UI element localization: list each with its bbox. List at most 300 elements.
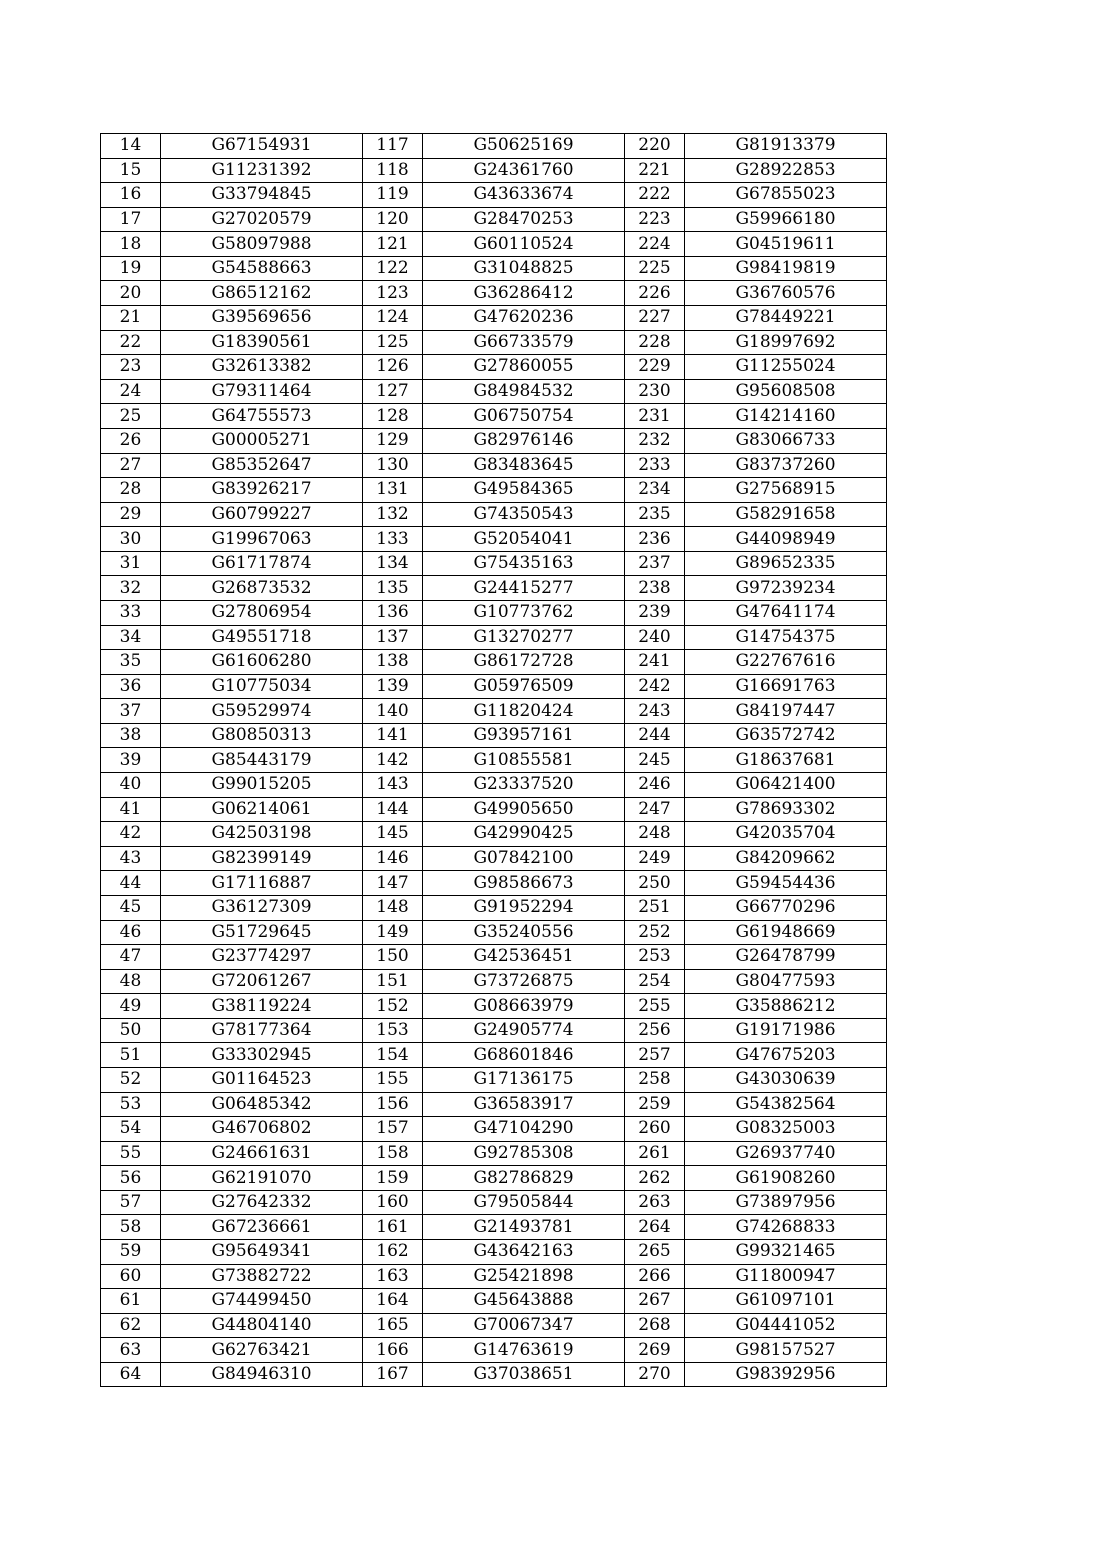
id-code-cell: G49584365 [423,478,625,503]
row-number-cell: 243 [625,699,685,724]
row-number-cell: 54 [101,1117,161,1142]
id-code-cell: G28922853 [685,158,887,183]
id-code-cell: G10773762 [423,600,625,625]
row-number-cell: 36 [101,674,161,699]
row-number-cell: 151 [363,969,423,994]
id-code-cell: G22767616 [685,650,887,675]
id-code-cell: G24415277 [423,576,625,601]
row-number-cell: 24 [101,379,161,404]
id-code-cell: G78449221 [685,306,887,331]
row-number-cell: 221 [625,158,685,183]
table-row [101,650,887,675]
id-code-cell: G93957161 [423,723,625,748]
row-number-cell: 255 [625,994,685,1019]
row-number-cell: 251 [625,895,685,920]
row-number-cell: 229 [625,355,685,380]
row-number-cell: 139 [363,674,423,699]
id-code-cell: G73882722 [161,1264,363,1289]
row-number-cell: 252 [625,920,685,945]
id-code-cell: G42536451 [423,945,625,970]
row-number-cell: 225 [625,256,685,281]
row-number-cell: 62 [101,1313,161,1338]
id-code-cell: G26937740 [685,1141,887,1166]
id-code-cell: G83737260 [685,453,887,478]
table-row [101,207,887,232]
id-code-cell: G73897956 [685,1190,887,1215]
id-code-cell: G14763619 [423,1338,625,1363]
row-number-cell: 124 [363,306,423,331]
row-number-cell: 160 [363,1190,423,1215]
row-number-cell: 125 [363,330,423,355]
table-row [101,1166,887,1191]
row-number-cell: 56 [101,1166,161,1191]
table-row [101,1338,887,1363]
table-row [101,158,887,183]
id-code-cell: G67855023 [685,183,887,208]
row-number-cell: 269 [625,1338,685,1363]
row-number-cell: 51 [101,1043,161,1068]
id-code-cell: G49551718 [161,625,363,650]
table-row [101,945,887,970]
id-code-cell: G62191070 [161,1166,363,1191]
row-number-cell: 44 [101,871,161,896]
row-number-cell: 231 [625,404,685,429]
row-number-cell: 22 [101,330,161,355]
id-code-cell: G06214061 [161,797,363,822]
row-number-cell: 162 [363,1240,423,1265]
row-number-cell: 132 [363,502,423,527]
row-number-cell: 49 [101,994,161,1019]
id-code-cell: G05976509 [423,674,625,699]
id-code-cell: G59529974 [161,699,363,724]
id-code-cell: G46706802 [161,1117,363,1142]
row-number-cell: 152 [363,994,423,1019]
row-number-cell: 123 [363,281,423,306]
table-row [101,404,887,429]
id-code-cell: G72061267 [161,969,363,994]
row-number-cell: 135 [363,576,423,601]
id-code-cell: G42035704 [685,822,887,847]
row-number-cell: 127 [363,379,423,404]
row-number-cell: 263 [625,1190,685,1215]
id-code-cell: G54382564 [685,1092,887,1117]
id-code-cell: G74350543 [423,502,625,527]
row-number-cell: 60 [101,1264,161,1289]
id-code-cell: G58291658 [685,502,887,527]
id-code-cell: G95649341 [161,1240,363,1265]
id-code-cell: G58097988 [161,232,363,257]
table-row [101,773,887,798]
id-code-cell: G80477593 [685,969,887,994]
row-number-cell: 222 [625,183,685,208]
id-code-cell: G66733579 [423,330,625,355]
id-code-cell: G00005271 [161,428,363,453]
row-number-cell: 119 [363,183,423,208]
row-number-cell: 257 [625,1043,685,1068]
id-code-cell: G66770296 [685,895,887,920]
row-number-cell: 45 [101,895,161,920]
row-number-cell: 117 [363,134,423,159]
id-code-cell: G06750754 [423,404,625,429]
table-row [101,920,887,945]
row-number-cell: 52 [101,1067,161,1092]
id-code-cell: G67154931 [161,134,363,159]
id-code-cell: G35240556 [423,920,625,945]
table-row [101,1092,887,1117]
id-code-cell: G61097101 [685,1289,887,1314]
table-row [101,183,887,208]
row-number-cell: 31 [101,551,161,576]
id-code-cell: G43030639 [685,1067,887,1092]
id-code-cell: G32613382 [161,355,363,380]
id-code-cell: G74268833 [685,1215,887,1240]
id-code-cell: G11231392 [161,158,363,183]
row-number-cell: 16 [101,183,161,208]
id-code-cell: G61606280 [161,650,363,675]
id-code-cell: G44804140 [161,1313,363,1338]
id-code-cell: G60110524 [423,232,625,257]
id-code-cell: G47620236 [423,306,625,331]
row-number-cell: 156 [363,1092,423,1117]
row-number-cell: 253 [625,945,685,970]
table-row [101,379,887,404]
id-code-cell: G78177364 [161,1018,363,1043]
id-code-cell: G38119224 [161,994,363,1019]
table-row [101,1141,887,1166]
id-code-cell: G24661631 [161,1141,363,1166]
row-number-cell: 39 [101,748,161,773]
id-code-cell: G19967063 [161,527,363,552]
id-code-cell: G39569656 [161,306,363,331]
id-code-cell: G99321465 [685,1240,887,1265]
row-number-cell: 58 [101,1215,161,1240]
row-number-cell: 240 [625,625,685,650]
id-code-cell: G35886212 [685,994,887,1019]
id-code-cell: G82976146 [423,428,625,453]
row-number-cell: 239 [625,600,685,625]
id-code-cell: G60799227 [161,502,363,527]
row-number-cell: 270 [625,1362,685,1387]
row-number-cell: 164 [363,1289,423,1314]
table-row [101,576,887,601]
id-code-cell: G26478799 [685,945,887,970]
id-code-cell: G36583917 [423,1092,625,1117]
row-number-cell: 238 [625,576,685,601]
row-number-cell: 23 [101,355,161,380]
table-row [101,1117,887,1142]
id-code-cell: G59966180 [685,207,887,232]
table-row [101,1043,887,1068]
table-row [101,256,887,281]
row-number-cell: 30 [101,527,161,552]
table-row [101,822,887,847]
table-row [101,871,887,896]
id-code-cell: G92785308 [423,1141,625,1166]
row-number-cell: 26 [101,428,161,453]
row-number-cell: 32 [101,576,161,601]
row-number-cell: 146 [363,846,423,871]
row-number-cell: 230 [625,379,685,404]
id-code-cell: G04441052 [685,1313,887,1338]
id-code-cell: G44098949 [685,527,887,552]
id-code-cell: G17136175 [423,1067,625,1092]
id-code-cell: G83483645 [423,453,625,478]
id-code-cell: G82399149 [161,846,363,871]
row-number-cell: 149 [363,920,423,945]
id-code-cell: G27642332 [161,1190,363,1215]
table-row [101,1240,887,1265]
row-number-cell: 141 [363,723,423,748]
row-number-cell: 40 [101,773,161,798]
row-number-cell: 118 [363,158,423,183]
row-number-cell: 143 [363,773,423,798]
row-number-cell: 33 [101,600,161,625]
row-number-cell: 129 [363,428,423,453]
id-code-cell: G06485342 [161,1092,363,1117]
row-number-cell: 59 [101,1240,161,1265]
row-number-cell: 34 [101,625,161,650]
row-number-cell: 126 [363,355,423,380]
row-number-cell: 223 [625,207,685,232]
table-row [101,453,887,478]
id-code-cell: G62763421 [161,1338,363,1363]
row-number-cell: 57 [101,1190,161,1215]
id-code-cell: G19171986 [685,1018,887,1043]
table-row [101,969,887,994]
id-code-cell: G64755573 [161,404,363,429]
id-code-cell: G10855581 [423,748,625,773]
row-number-cell: 248 [625,822,685,847]
row-number-cell: 133 [363,527,423,552]
row-number-cell: 237 [625,551,685,576]
id-code-cell: G47104290 [423,1117,625,1142]
row-number-cell: 35 [101,650,161,675]
id-code-cell: G84209662 [685,846,887,871]
row-number-cell: 232 [625,428,685,453]
table-row [101,1264,887,1289]
row-number-cell: 167 [363,1362,423,1387]
table-row [101,1289,887,1314]
table-row [101,478,887,503]
id-code-cell: G97239234 [685,576,887,601]
row-number-cell: 131 [363,478,423,503]
table-row [101,1018,887,1043]
table-row [101,846,887,871]
row-number-cell: 29 [101,502,161,527]
row-number-cell: 42 [101,822,161,847]
row-number-cell: 226 [625,281,685,306]
row-number-cell: 130 [363,453,423,478]
table-row [101,600,887,625]
id-code-cell: G61908260 [685,1166,887,1191]
table-body [101,134,887,1387]
row-number-cell: 166 [363,1338,423,1363]
row-number-cell: 144 [363,797,423,822]
row-number-cell: 134 [363,551,423,576]
table-row [101,134,887,159]
table-row [101,281,887,306]
row-number-cell: 242 [625,674,685,699]
id-code-cell: G89652335 [685,551,887,576]
row-number-cell: 235 [625,502,685,527]
id-code-cell: G73726875 [423,969,625,994]
row-number-cell: 246 [625,773,685,798]
row-number-cell: 241 [625,650,685,675]
row-number-cell: 261 [625,1141,685,1166]
row-number-cell: 234 [625,478,685,503]
row-number-cell: 61 [101,1289,161,1314]
row-number-cell: 154 [363,1043,423,1068]
row-number-cell: 25 [101,404,161,429]
row-number-cell: 227 [625,306,685,331]
row-number-cell: 254 [625,969,685,994]
row-number-cell: 159 [363,1166,423,1191]
table-row [101,306,887,331]
table-row [101,551,887,576]
id-code-cell: G43642163 [423,1240,625,1265]
row-number-cell: 21 [101,306,161,331]
row-number-cell: 20 [101,281,161,306]
id-code-cell: G33302945 [161,1043,363,1068]
row-number-cell: 224 [625,232,685,257]
row-number-cell: 266 [625,1264,685,1289]
id-code-cell: G83926217 [161,478,363,503]
row-number-cell: 38 [101,723,161,748]
id-code-cell: G82786829 [423,1166,625,1191]
id-code-cell: G47641174 [685,600,887,625]
table-row [101,748,887,773]
id-code-cell: G86512162 [161,281,363,306]
id-code-cell: G98157527 [685,1338,887,1363]
id-code-cell: G01164523 [161,1067,363,1092]
id-code-cell: G45643888 [423,1289,625,1314]
table-row [101,625,887,650]
id-code-cell: G17116887 [161,871,363,896]
id-code-cell: G28470253 [423,207,625,232]
id-code-cell: G23774297 [161,945,363,970]
row-number-cell: 14 [101,134,161,159]
id-code-cell: G79505844 [423,1190,625,1215]
row-number-cell: 55 [101,1141,161,1166]
table-row [101,355,887,380]
id-code-cell: G75435163 [423,551,625,576]
table-row [101,330,887,355]
id-code-cell: G24361760 [423,158,625,183]
row-number-cell: 128 [363,404,423,429]
id-code-cell: G49905650 [423,797,625,822]
id-code-cell: G95608508 [685,379,887,404]
row-number-cell: 148 [363,895,423,920]
id-code-cell: G98392956 [685,1362,887,1387]
row-number-cell: 155 [363,1067,423,1092]
id-code-cell: G74499450 [161,1289,363,1314]
id-code-cell: G16691763 [685,674,887,699]
id-code-cell: G85352647 [161,453,363,478]
id-code-cell: G21493781 [423,1215,625,1240]
table-row [101,1215,887,1240]
id-code-cell: G25421898 [423,1264,625,1289]
id-code-cell: G91952294 [423,895,625,920]
id-code-cell: G67236661 [161,1215,363,1240]
row-number-cell: 258 [625,1067,685,1092]
id-code-cell: G36760576 [685,281,887,306]
id-code-cell: G26873532 [161,576,363,601]
row-number-cell: 250 [625,871,685,896]
id-code-cell: G14754375 [685,625,887,650]
id-code-cell: G52054041 [423,527,625,552]
row-number-cell: 43 [101,846,161,871]
id-code-cell: G79311464 [161,379,363,404]
id-code-cell: G06421400 [685,773,887,798]
id-code-cell: G85443179 [161,748,363,773]
id-code-cell: G81913379 [685,134,887,159]
row-number-cell: 15 [101,158,161,183]
row-number-cell: 259 [625,1092,685,1117]
row-number-cell: 249 [625,846,685,871]
row-number-cell: 136 [363,600,423,625]
row-number-cell: 17 [101,207,161,232]
table-row [101,994,887,1019]
row-number-cell: 138 [363,650,423,675]
row-number-cell: 142 [363,748,423,773]
id-code-cell: G50625169 [423,134,625,159]
row-number-cell: 37 [101,699,161,724]
id-code-cell: G11820424 [423,699,625,724]
id-code-cell: G08663979 [423,994,625,1019]
row-number-cell: 47 [101,945,161,970]
id-code-cell: G83066733 [685,428,887,453]
id-code-cell: G24905774 [423,1018,625,1043]
table-row [101,674,887,699]
table-row [101,502,887,527]
row-number-cell: 53 [101,1092,161,1117]
table-row [101,428,887,453]
row-number-cell: 228 [625,330,685,355]
id-code-cell: G68601846 [423,1043,625,1068]
id-code-cell: G99015205 [161,773,363,798]
id-code-cell: G10775034 [161,674,363,699]
id-code-cell: G07842100 [423,846,625,871]
id-code-cell: G51729645 [161,920,363,945]
id-code-cell: G42503198 [161,822,363,847]
id-code-cell: G98586673 [423,871,625,896]
row-number-cell: 158 [363,1141,423,1166]
id-code-cell: G33794845 [161,183,363,208]
table-row [101,1362,887,1387]
table-row [101,232,887,257]
row-number-cell: 245 [625,748,685,773]
id-code-cell: G61717874 [161,551,363,576]
row-number-cell: 244 [625,723,685,748]
table-row [101,1313,887,1338]
row-number-cell: 150 [363,945,423,970]
row-number-cell: 236 [625,527,685,552]
id-code-cell: G61948669 [685,920,887,945]
row-number-cell: 120 [363,207,423,232]
id-code-cell: G86172728 [423,650,625,675]
table-row [101,1067,887,1092]
id-number-table [100,133,887,1387]
row-number-cell: 165 [363,1313,423,1338]
table-row [101,895,887,920]
row-number-cell: 161 [363,1215,423,1240]
row-number-cell: 163 [363,1264,423,1289]
row-number-cell: 46 [101,920,161,945]
row-number-cell: 256 [625,1018,685,1043]
id-code-cell: G80850313 [161,723,363,748]
row-number-cell: 264 [625,1215,685,1240]
row-number-cell: 28 [101,478,161,503]
